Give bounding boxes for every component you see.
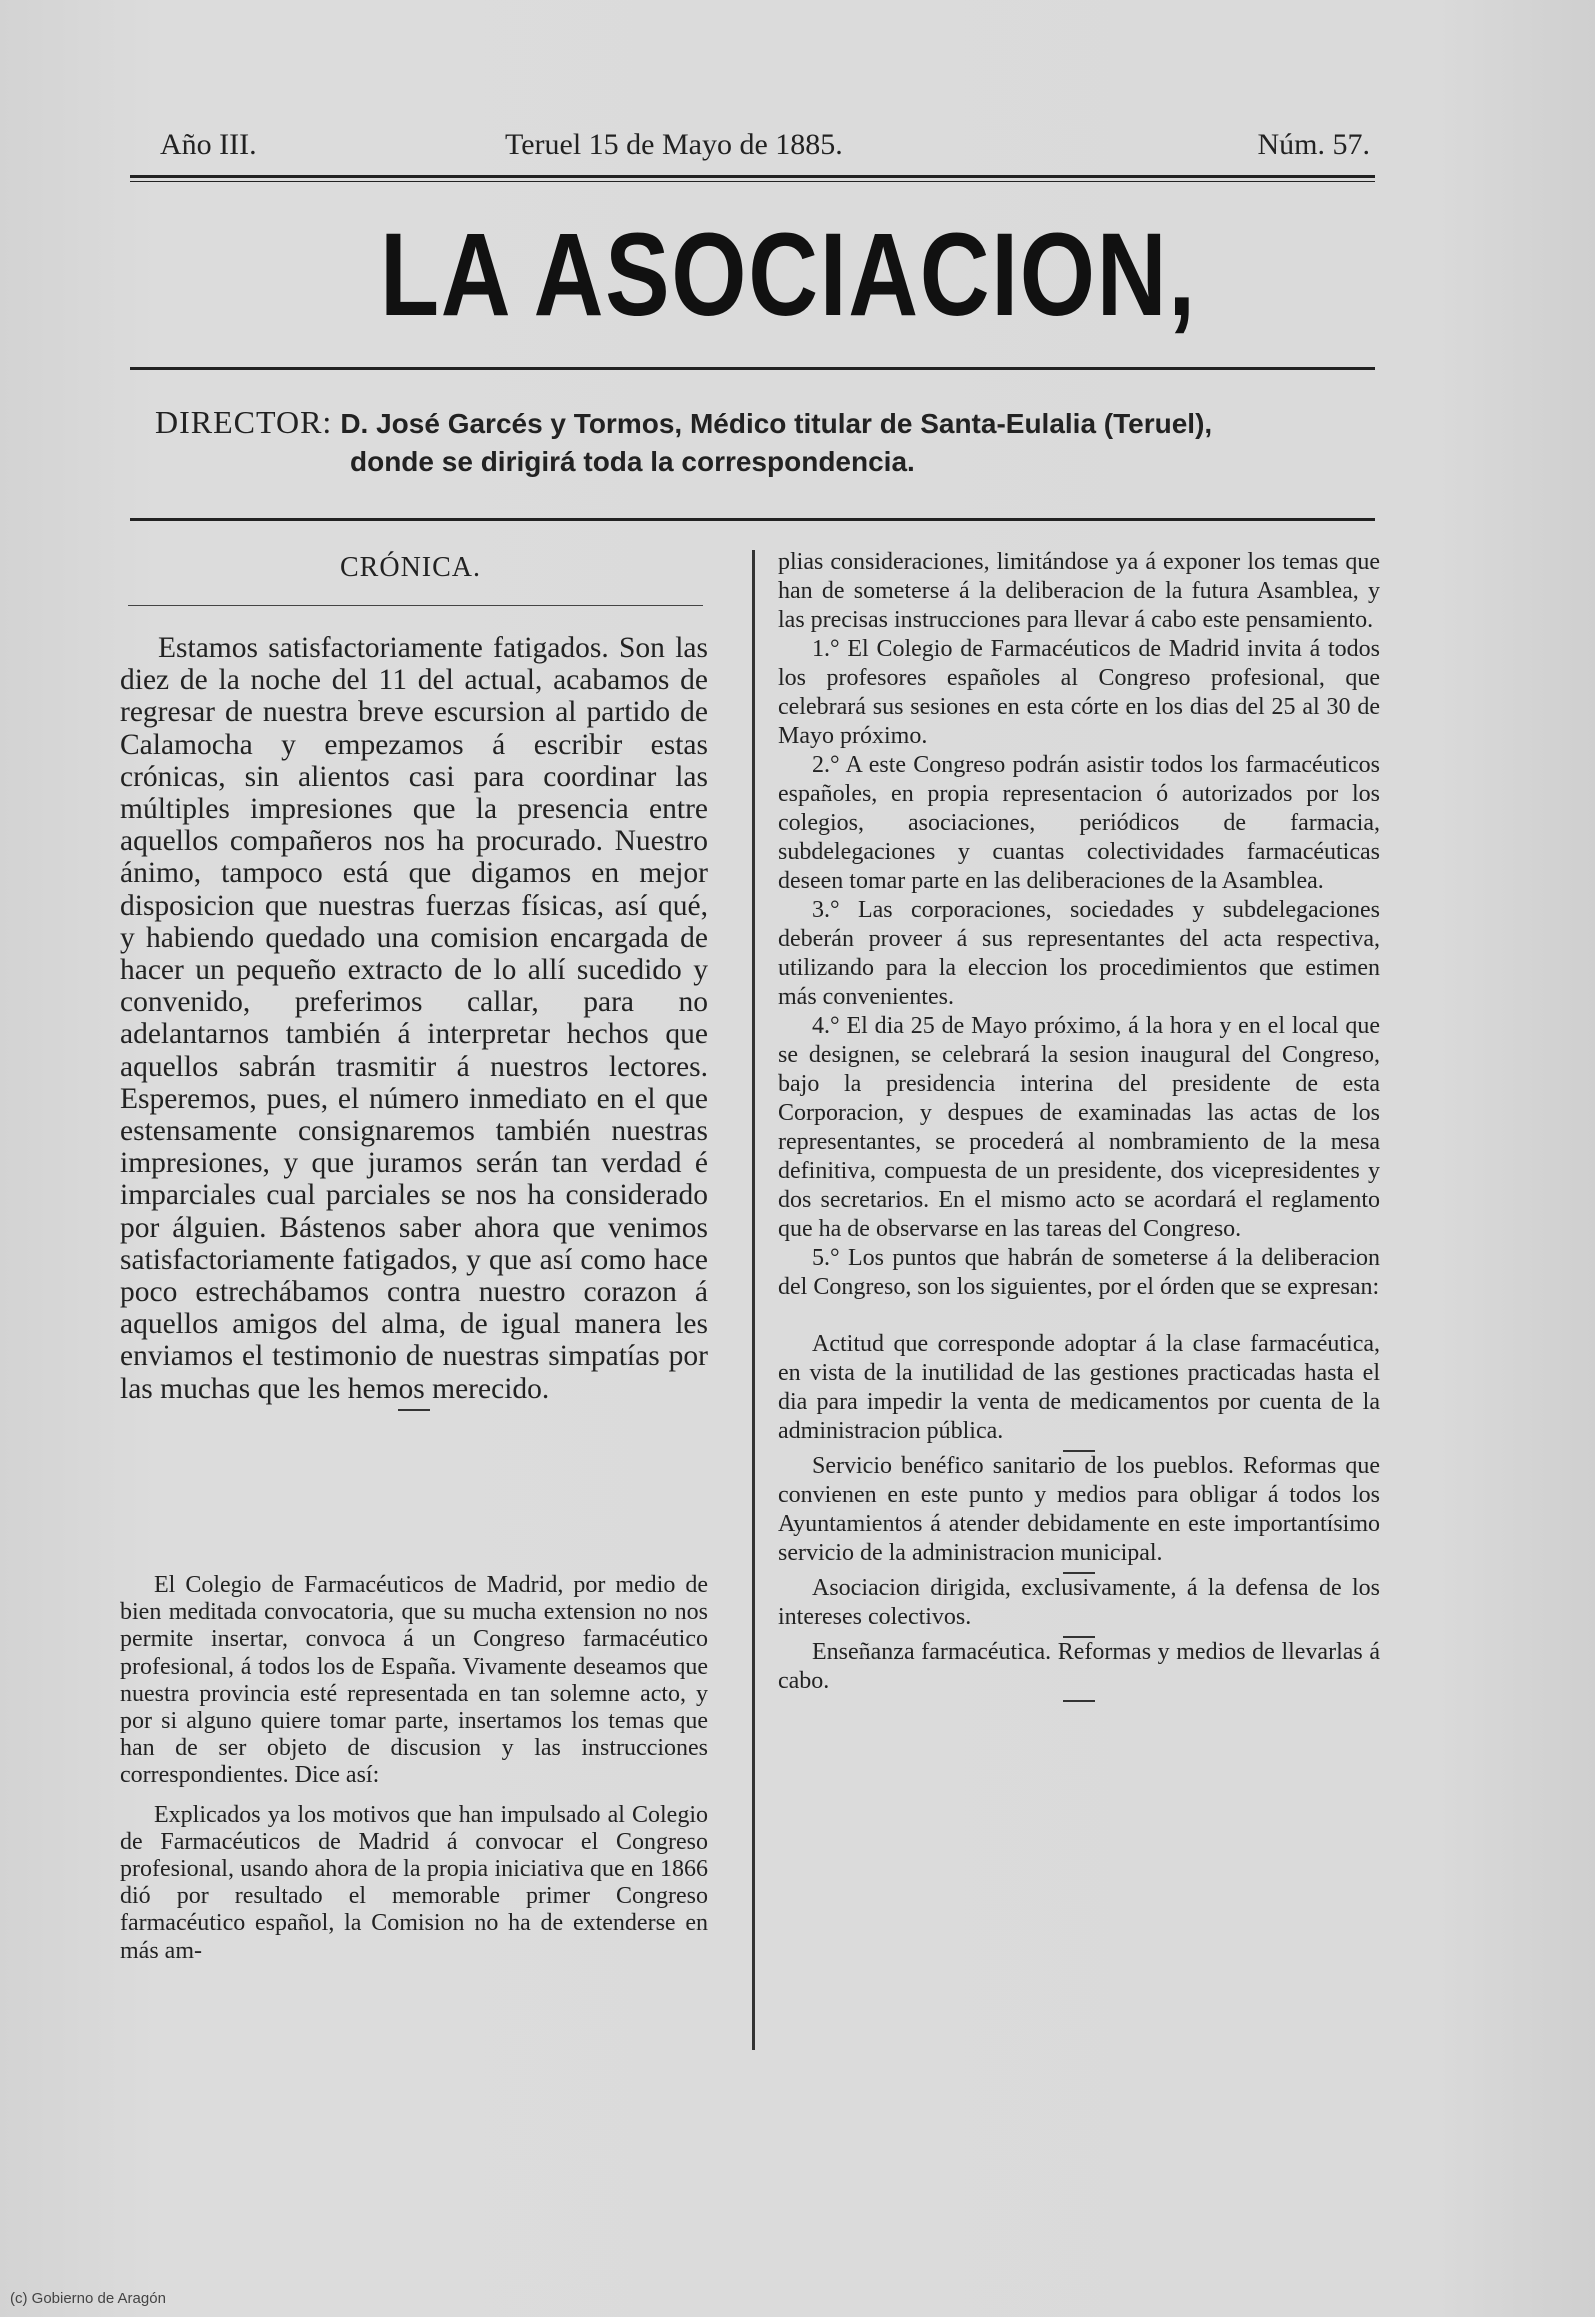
paragraph-text: El Colegio de Farmacéuticos de Madrid, por medio de bien meditada convocatoria, que su mucha extension no nos permite insertar, convoca á un Congreso farmacéutico profesional, á todos los de España. Vivamente deseamos que nuestra provincia esté representada en tan solemne acto, y por si alguno quiere tomar parte, insertamos los temas que han de ser objeto de discusion y las instrucciones correspondientes. Dice así: [120, 1572, 708, 1789]
section-rule [128, 605, 703, 606]
year-label: Año III. [160, 128, 257, 161]
cronica-paragraph-1 [120, 632, 708, 1411]
list-item: 4.° El dia 25 de Mayo próximo, á la hora y en el local que se designen, se celebrará la sesion inaugural del Congreso, bajo la presidencia interina del presidente de esta Corporacion, y despues de examinadas las actas de los representantes, se procederá al nombramiento de la mesa definitiva, compuesta de un presidente, dos vicepresidentes y dos secretarios. En el mismo acto se acordará el reglamento que ha de observarse en las tareas del Congreso. [778, 1013, 1380, 1242]
list-item: 3.° Las corporaciones, sociedades y subdelegaciones deberán proveer á sus representantes del acta respectiva, utilizando para la eleccion los procedimientos que estimen más convenientes. [778, 897, 1380, 1010]
continuation-text: plias consideraciones, limitándose ya á exponer los temas que han de someterse á la deliberacion de la futura Asamblea, y las precisas instrucciones para llevar á cabo este pensamiento. [778, 549, 1380, 633]
newspaper-title: LA ASOCIACION, [380, 209, 1197, 341]
topic-item: Servicio benéfico sanitario de los pueblos. Reformas que convienen en este punto y medios para obligar á todos los Ayuntamientos á atender debidamente en este importantísimo servicio de la administracion municipal. [778, 1453, 1380, 1566]
separator-dash [1063, 1700, 1095, 1702]
right-column [778, 548, 1380, 1702]
title-rule [130, 367, 1375, 370]
director-rule [130, 518, 1375, 521]
director-name: D. José Garcés y Tormos, Médico titular de Santa-Eulalia (Teruel), [340, 408, 1213, 439]
copyright-credit: (c) Gobierno de Aragón [10, 2290, 166, 2307]
topic-item: Actitud que corresponde adoptar á la clase farmacéutica, en vista de la inutilidad de las gestiones practicadas hasta el dia para impedir la venta de medicamentos por cuenta de la administracion pública. [778, 1331, 1380, 1444]
topic-item: Enseñanza farmacéutica. Reformas y medios de llevarlas á cabo. [778, 1639, 1380, 1694]
director-line [155, 398, 1385, 448]
director-line2: donde se dirigirá toda la correspondencia. [350, 446, 915, 477]
header-rule-thin [130, 181, 1375, 182]
paragraph-text: Estamos satisfactoriamente fatigados. Son las diez de la noche del 11 del actual, acabamos de regresar de nuestra breve escursion al partido de Calamocha y empezamos á escribir estas crónicas, sin alientos casi para coordinar las múltiples impresiones que la presencia entre aquellos compañeros nos ha procurado. Nuestro ánimo, tampoco está que digamos en mejor disposicion que nuestras fuerzas físicas, así qué, y habiendo quedado una comision encargada de hacer un pequeño extracto de lo allí sucedido y convenido, preferimos callar, para no adelantarnos también á interpretar hechos que aquellos sabrán trasmitir á nuestros lectores. Esperemos, pues, el número inmediato en el que estensamente consignaremos también nuestras impresiones, y que juramos serán tan verdad é imparciales cual parciales se nos ha considerado por álguien. Bástenos saber ahora que venimos satisfactoriamente fatigados, y que así como hace poco estrechábamos contra nuestro corazon á aquellos amigos del alma, de igual manera les enviamos el testimonio de nuestras simpatías por las muchas que les hemos merecido. [120, 632, 708, 1405]
topic-item: Asociacion dirigida, exclusivamente, á la defensa de los intereses colectivos. [778, 1575, 1380, 1630]
column-divider [752, 550, 755, 2050]
section-title: CRÓNICA. [340, 552, 482, 583]
issue-number: Núm. 57. [1257, 128, 1370, 161]
list-item: 2.° A este Congreso podrán asistir todos los farmacéuticos españoles, en propia representacion ó autorizados por los colegios, asociaciones, periódicos de farmacia, subdelegaciones y cuantas colectividades farmacéuticas deseen tomar parte en las deliberaciones de la Asamblea. [778, 752, 1380, 894]
header-rule [130, 175, 1375, 178]
director-label: DIRECTOR: [155, 404, 333, 440]
dateline: Teruel 15 de Mayo de 1885. [505, 128, 843, 161]
cronica-paragraphs-2-3 [120, 1572, 708, 1977]
separator-dash [398, 1409, 430, 1411]
list-item: 5.° Los puntos que habrán de someterse á la deliberacion del Congreso, son los siguientes, por el órden que se expresan: [778, 1245, 1380, 1300]
masthead-row [150, 128, 1370, 178]
paragraph-text: Explicados ya los motivos que han impulsado al Colegio de Farmacéuticos de Madrid á convocar el Congreso profesional, usando ahora de la propia iniciativa que en 1866 dió por resultado el memorable primer Congreso farmacéutico español, la Comision no ha de extenderse en más am- [120, 1801, 708, 1964]
list-item: 1.° El Colegio de Farmacéuticos de Madrid invita á todos los profesores españoles al Congreso profesional, que celebrará sus sesiones en esta córte en los dias del 25 al 30 de Mayo próximo. [778, 636, 1380, 749]
